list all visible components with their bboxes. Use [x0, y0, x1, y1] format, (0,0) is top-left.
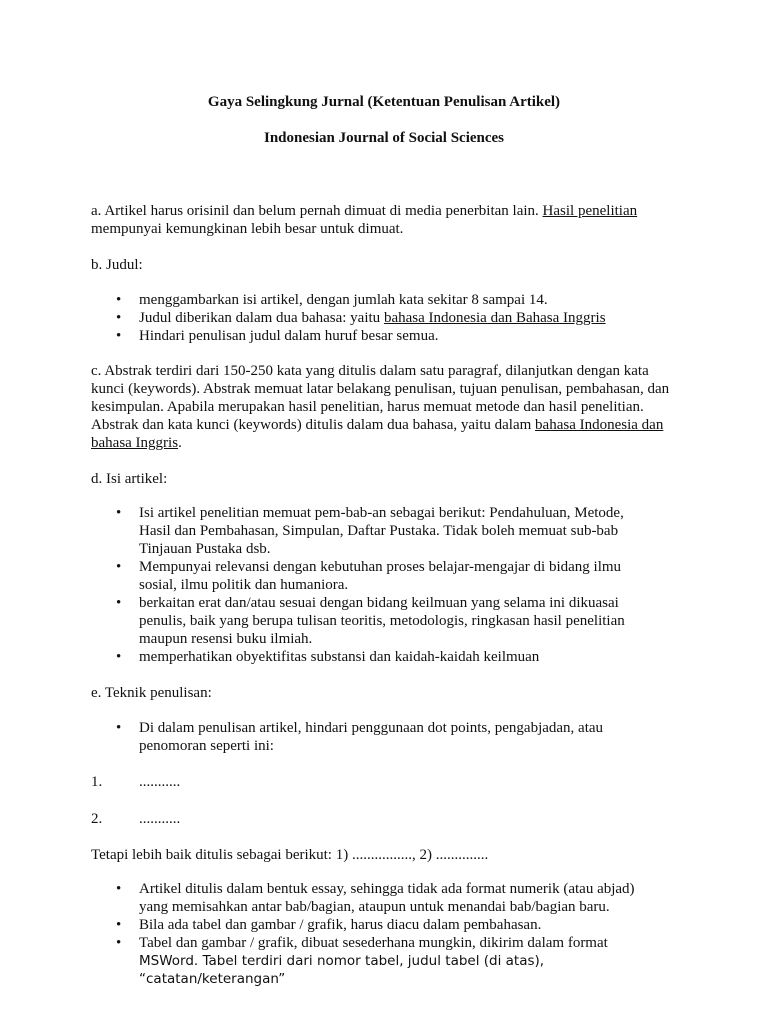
list-item: • menggambarkan isi artikel, dengan jumlah kata sekitar 8 sampai 14. — [139, 291, 679, 309]
list-item-text: Judul diberikan dalam dua bahasa: yaitu — [139, 310, 381, 326]
paragraph-c-text: c. Abstrak terdiri dari 150-250 kata yang ditulis dalam satu paragraf, dilanjutkan dengan kata kunci (keywords). Abstrak memuat latar belakang penulisan, tujuan penulisan, pembahasan, dan kesimpulan. Apabila merupakan hasil penelitian, harus memuat metode dan hasil penelitian. Abstrak dan kata kunci (keywords) ditulis dalam dua bahasa, yaitu dalam — [91, 363, 670, 433]
list-item — [139, 309, 679, 327]
journal-name: Indonesian Journal of Social Sciences — [263, 130, 505, 146]
bahasa-link[interactable]: bahasa Indonesia dan Bahasa Inggris — [383, 310, 606, 326]
list-item: • Di dalam penulisan artikel, hindari penggunaan dot points, pengabjadan, atau penomoran seperti ini: — [139, 719, 609, 755]
list-item: • memperhatikan obyektifitas substansi dan kaidah-kaidah keilmuan — [139, 648, 649, 666]
section-d-list — [139, 504, 649, 666]
document-title: Gaya Selingkung Jurnal (Ketentuan Penulisan Artikel) — [207, 94, 561, 110]
number-2-dots: ........... — [139, 811, 181, 827]
section-e-list — [139, 719, 609, 755]
list-item: • Artikel ditulis dalam bentuk essay, sehingga tidak ada format numerik (atau abjad) yang memisahkan antar bab/bagian, ataupun untuk menandai bab/bagian baru. — [139, 880, 659, 916]
paragraph-a-text: a. Artikel harus orisinil dan belum pernah dimuat di media penerbitan lain. — [91, 203, 539, 219]
section-e-list-2 — [139, 880, 659, 988]
paragraph-a — [91, 202, 651, 238]
list-item: • Isi artikel penelitian memuat pem-bab-an sebagai berikut: Pendahuluan, Metode, Hasil dan Pembahasan, Simpulan, Daftar Pustaka. Tidak boleh memuat sub-bab Tinjauan Pustaka dsb. — [139, 504, 649, 558]
number-1: 1. — [91, 774, 103, 790]
section-b-list — [139, 291, 679, 345]
section-d-heading: d. Isi artikel: — [91, 471, 168, 487]
hasil-penelitian-link[interactable]: Hasil penelitian — [542, 203, 638, 219]
alternative-format: Tetapi lebih baik ditulis sebagai berikut: 1) ................, 2) .............. — [91, 847, 489, 863]
bahasa-link-c[interactable]: bahasa Indonesia dan bahasa Inggris — [91, 417, 664, 451]
list-item-text-sans: MSWord. Tabel terdiri dari nomor tabel, judul tabel (di atas), “catatan/keterangan” — [139, 953, 545, 987]
paragraph-a-text-end: mempunyai kemungkinan lebih besar untuk dimuat. — [91, 221, 404, 237]
section-b-heading: b. Judul: — [91, 257, 143, 273]
section-e-heading: e. Teknik penulisan: — [91, 685, 212, 701]
list-item-text: Tabel dan gambar / grafik, dibuat sesederhana mungkin, dikirim dalam format — [139, 935, 608, 951]
number-1-dots: ........... — [139, 774, 181, 790]
list-item: • Mempunyai relevansi dengan kebutuhan proses belajar-mengajar di bidang ilmu sosial, ilmu politik dan humaniora. — [139, 558, 649, 594]
list-item — [139, 934, 659, 988]
number-2: 2. — [91, 811, 103, 827]
list-item: • Hindari penulisan judul dalam huruf besar semua. — [139, 327, 679, 345]
list-item: • Bila ada tabel dan gambar / grafik, harus diacu dalam pembahasan. — [139, 916, 659, 934]
paragraph-c-end: . — [178, 435, 182, 451]
paragraph-c — [91, 362, 681, 452]
list-item: • berkaitan erat dan/atau sesuai dengan bidang keilmuan yang selama ini dikuasai penulis, baik yang berupa tulisan teoritis, metodologis, ringkasan hasil penelitian maupun resensi buku ilmiah. — [139, 594, 649, 648]
